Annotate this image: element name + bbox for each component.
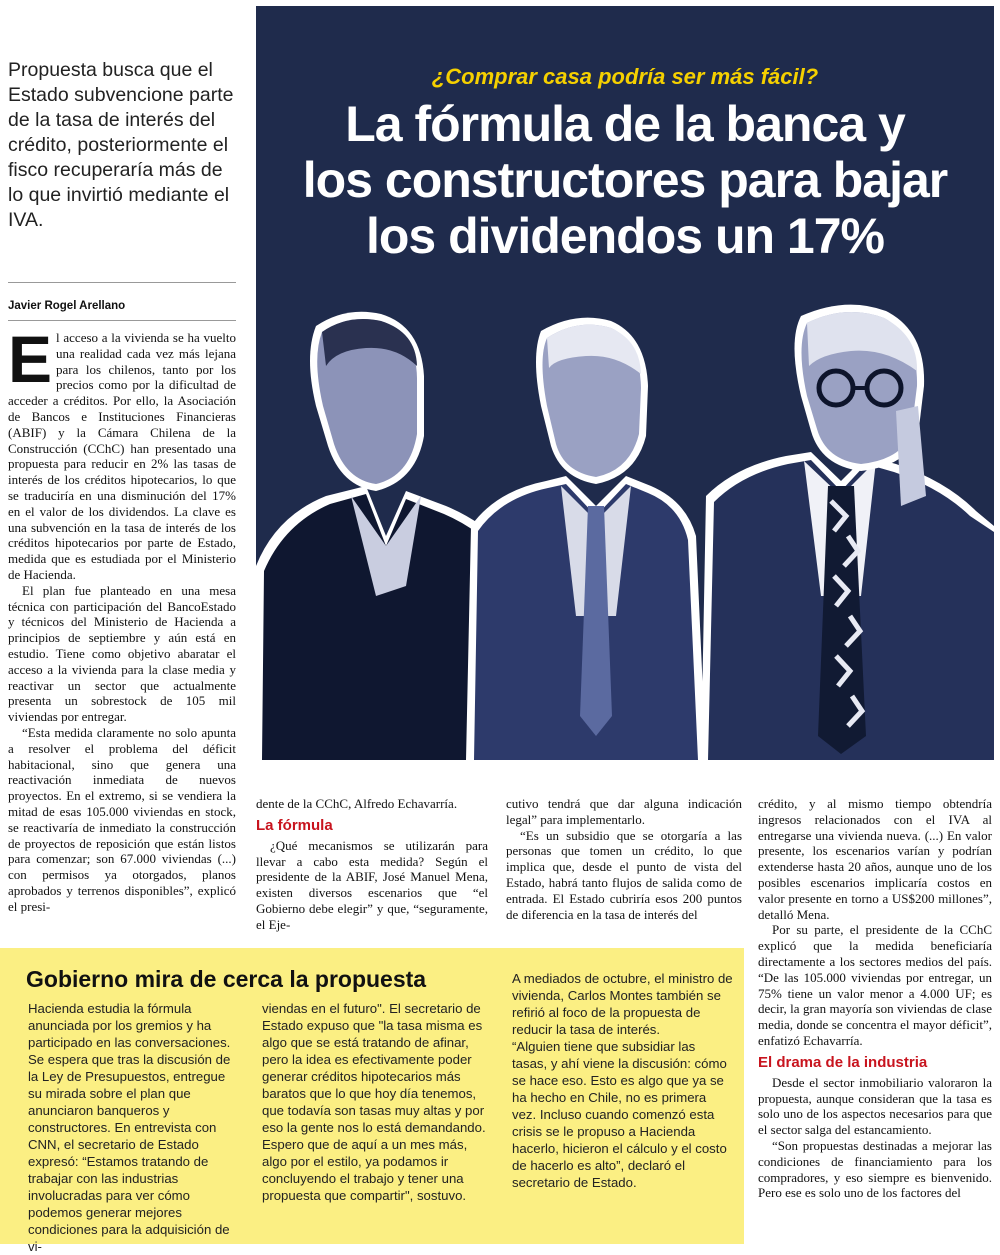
lede-summary: Propuesta busca que el Estado subvencione parte de la tasa de interés del crédito, posteriormente el fisco recuperaría más de lo que invirtió mediante el IVA.	[8, 59, 234, 231]
headline-line-2: los constructores para bajar	[302, 152, 948, 208]
paragraph: “Son propuestas destinadas a mejorar las condiciones de financiamiento para los compradores, y eso siempre es bienvenido. Pero ese es solo uno de los factores del	[758, 1137, 992, 1201]
article-column-1	[8, 322, 236, 930]
paragraph	[8, 322, 236, 583]
person-middle	[466, 318, 706, 760]
article-column-4	[758, 796, 992, 1241]
paragraph: El plan fue planteado en una mesa técnica con participación del BancoEstado y técnicos del Ministerio de Hacienda a principios de septiembre y aún está en estudio. Tiene como objetivo abaratar el acceso a la vivienda para la clase media y reactivar un sector que actualmente presenta un sobrestock de 105 mil viviendas por entregar.	[8, 582, 236, 725]
hero-banner	[256, 6, 994, 760]
person-right	[701, 305, 994, 760]
sidebar-title: Gobierno mira de cerca la propuesta	[26, 966, 427, 992]
paragraph: Desde el sector inmobiliario valoraron la propuesta, aunque consideran que la tasa es solo uno de los aspectos necesarios para que el sector salga del estancamiento.	[758, 1074, 992, 1138]
dropcap: E	[8, 322, 53, 396]
paragraph: A mediados de octubre, el ministro de vivienda, Carlos Montes también se refirió al foco de la propuesta de reducir la tasa de interés.	[512, 971, 733, 1037]
paragraph: crédito, y al mismo tiempo obtendría ingresos relacionados con el IVA al entregarse una vivienda nueva. (...) En valor presente, los escenarios varían y podrían extenderse hasta 20 años, aunque uno de los posibles escenarios implicaría costos en valor presente en torno a US$200 millones”, detalló Mena.	[758, 796, 992, 922]
paragraph: “Es un subsidio que se otorgaría a las personas que tomen un crédito, lo que implica que, desde el punto de vista del Estado, habrá tanto flujos de salida como de entrada. El Estado cubriría esos 200 puntos de diferencia en la tasa de interés del	[506, 827, 742, 922]
headline	[256, 96, 994, 264]
sidebar-box	[0, 948, 744, 1254]
subhead-la-formula: La fórmula	[256, 816, 333, 834]
paragraph: “Esta medida claramente no solo apunta a resolver el problema del déficit habitacional, sino que genera una reactivación inmediata de nuevos proyectos. En el extremo, si se vendiera la mitad de esas 105.000 viviendas en stock, se reactivaría de inmediato la construcción de proyectos de reposición que están listos para comenzar; son 67.000 viviendas (...) con permisos ya otorgados, planos aprobados y terrenos disponibles”, explicó el presi-	[8, 724, 236, 914]
divider	[8, 320, 236, 321]
paragraph-text: l acceso a la vivienda se ha vuelto una realidad cada vez más lejana para los chilenos, tanto por los precios como por la dificultad de acceder a créditos. Por ello, la Asociación de Bancos e Instituciones Financieras (ABIF) y la Cámara Chilena de la Construcción (CChC) han presentado una propuesta para reducir en 2% las tasas de interés de los créditos hipotecarios, lo que se traduciría en una disminución del 17% en el valor de los dividendos. La clave es una subvención en la tasa de interés de los créditos hipotecarios por parte de Estado, medida que es estudiada por el Ministerio de Hacienda.	[8, 330, 236, 582]
headline-line-3: los dividendos un 17%	[366, 208, 884, 264]
subhead-el-drama: El drama de la industria	[758, 1053, 928, 1071]
sidebar-column-3	[512, 970, 734, 1191]
divider	[8, 282, 236, 283]
paragraph: Por su parte, el presidente de la CChC explicó que la medida beneficiaría directamente a los sectores medios del país. “De las 105.000 viviendas por entregar, un 75% tiene un valor menor a 4.000 UF; es decir, la gran mayoría son viviendas de clase media, donde se concentra el mayor déficit”, enfatizó Echavarría.	[758, 922, 992, 1048]
headline-kicker: ¿Comprar casa podría ser más fácil?	[431, 64, 819, 89]
article-column-2	[256, 796, 488, 936]
paragraph: cutivo tendrá que dar alguna indicación legal” para implementarlo.	[506, 796, 742, 827]
paragraph: dente de la CChC, Alfredo Echavarría.	[256, 796, 458, 811]
headline-line-1: La fórmula de la banca y	[345, 96, 905, 152]
sidebar-column-2: viendas en el futuro". El secretario de Estado expuso que "la tasa misma es algo que se está tratando de afinar, pero la idea es efectivamente poder generar créditos hipotecarios más baratos que lo que hoy día tenemos, que todavía son tasas muy altas y por eso la gente nos lo está demandando. Espero que de aquí a un mes más, algo por el estilo, ya podamos ir concluyendo el trabajo y tener una propuesta que compartir", sostuvo.	[262, 1001, 486, 1203]
article-column-3	[506, 796, 742, 936]
paragraph: ¿Qué mecanismos se utilizarán para llevar a cabo esta medida? Según el presidente de la ABIF, José Manuel Mena, existen diversos escenarios que “el Gobierno debe elegir” y que, “seguramente, el Eje-	[256, 837, 488, 932]
byline: Javier Rogel Arellano	[8, 300, 126, 312]
photo-three-executives	[256, 296, 994, 760]
sidebar-column-1: Hacienda estudia la fórmula anunciada por los gremios y ha participado en las conversaciones. Se espera que tras la discusión de la Ley de Presupuestos, entregue su mirada sobre el plan que anunciaron banqueros y constructores. En entrevista con CNN, el secretario de Estado expresó: “Estamos tratando de trabajar con las industrias involucradas para ver cómo podemos generar mejores condiciones para la adquisición de vi-	[28, 1001, 231, 1254]
paragraph: “Alguien tiene que subsidiar las tasas, y ahí viene la discusión: cómo se hace eso. Esto es algo que ya se ha hecho en Chile, no es primera vez. Incluso cuando comenzó esta crisis se le propuso a Hacienda hacerlo, hicieron el cálculo y el costo de hacerlo es alto”, declaró el secretario de Estado.	[512, 1039, 727, 1190]
